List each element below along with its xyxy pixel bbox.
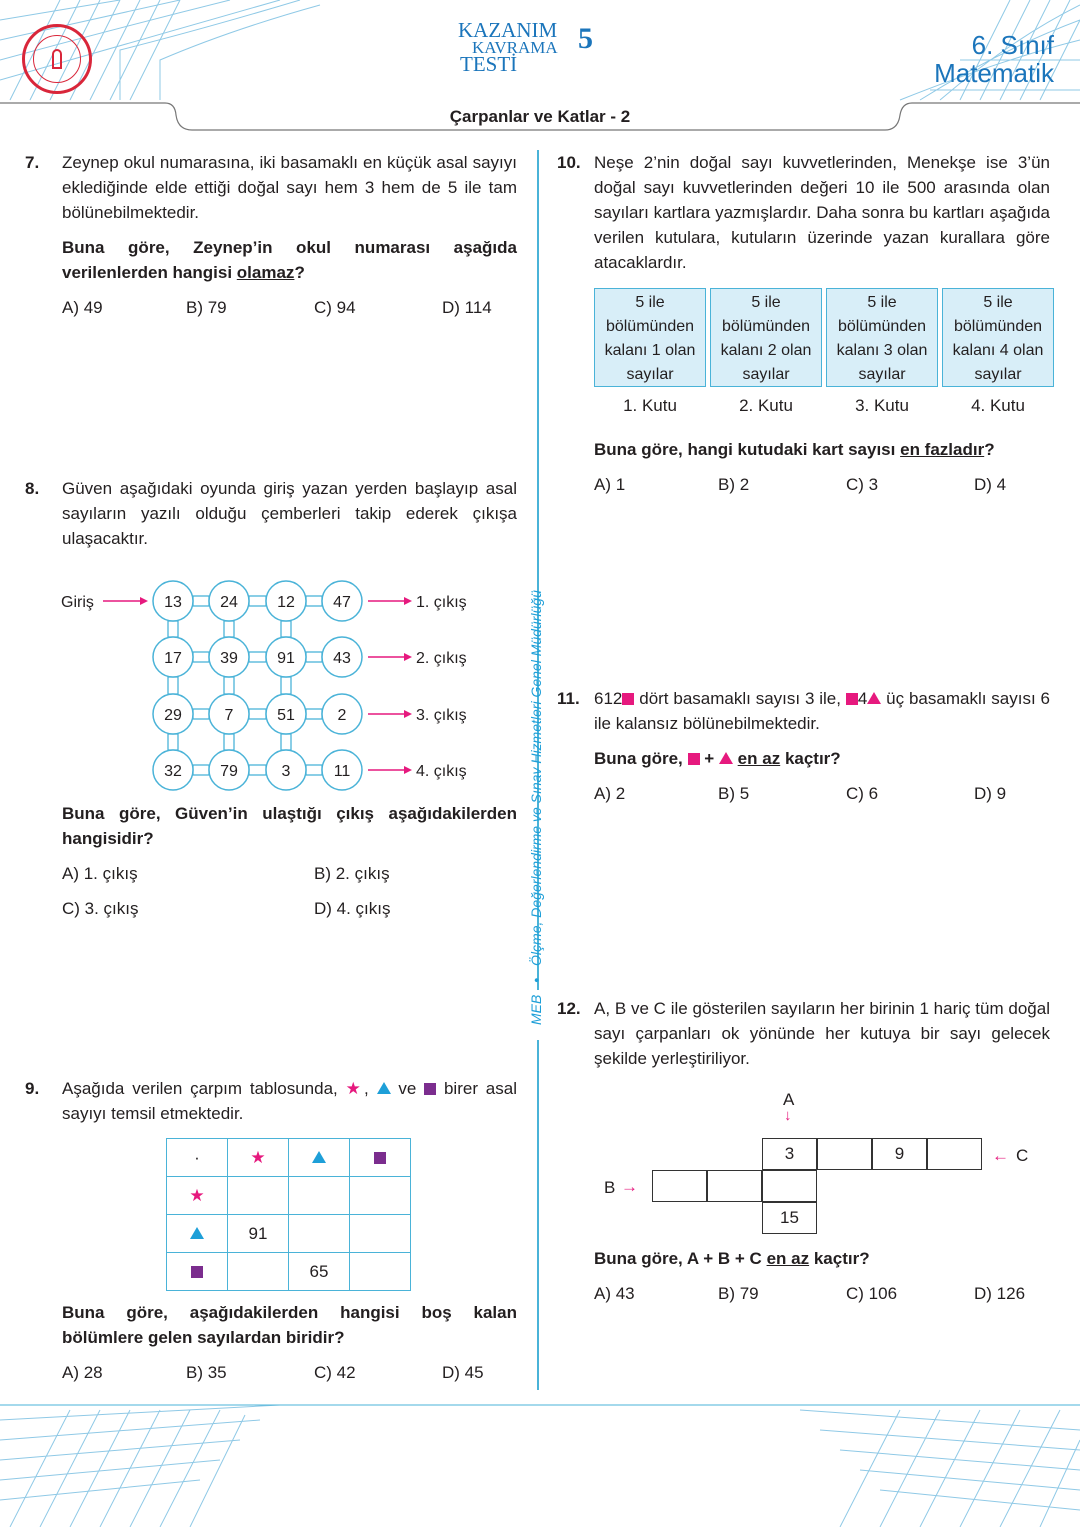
option-c[interactable]: C) 42 <box>314 1363 356 1382</box>
option-a[interactable]: A) 28 <box>62 1363 103 1382</box>
ministry-seal <box>22 24 92 94</box>
question-10: 10. Neşe 2’nin doğal sayı kuvvetlerinden, Menekşe ise 3’ün doğal sayı kuvvetlerinden değeri 10 ile 500 arasında olan sayıları kartlara yazmışlardır. Daha sonra bu kartları aşağıda verilen kutulara, kutuların üzerinde yazan kurallara göre atacaklardır. <box>557 153 1050 272</box>
question-11: 11. 612 dört basamaklı sayısı 3 ile, 4 üç basamaklı sayısı 6 ile kalansız bölünebilmektedir. Buna göre, + en az kaçtır? A) 2 B) 5 C) 6 D) 9 <box>557 686 1050 806</box>
question-9: 9. Aşağıda verilen çarpım tablosunda, ★, ve birer asal sayıyı temsil etmektedir. <box>25 1079 517 1123</box>
footer-decoration <box>0 1400 1080 1527</box>
star-icon: ★ <box>345 1079 364 1098</box>
triangle-icon <box>867 692 881 704</box>
exit-label: 4. çıkış <box>416 763 467 780</box>
option-c[interactable]: C) 3 <box>846 475 879 494</box>
question-8-prompt: Buna göre, Güven’in ulaştığı çıkış aşağıdakilerden hangisidir? A) 1. çıkış B) 2. çıkış C) 3. çıkış D) 4. çıkış <box>25 801 517 921</box>
side-credit: MEB • Ölçme, Değerlendirme ve Sınav Hizmetleri Genel Müdürlüğü <box>528 590 544 1025</box>
circle-number: 47 <box>333 594 351 611</box>
question-10-prompt: Buna göre, hangi kutudaki kart sayısı en fazladır? A) 1 B) 2 C) 3 D) 4 <box>557 437 1050 497</box>
box-label: 1. Kutu <box>623 396 677 415</box>
circle-number: 12 <box>277 594 295 611</box>
circle-number: 24 <box>220 594 238 611</box>
connector <box>306 596 322 606</box>
circle-number: 17 <box>164 650 182 667</box>
triangle-icon <box>167 1215 228 1253</box>
connector <box>306 652 322 662</box>
square-icon <box>846 693 858 705</box>
option-b[interactable]: B) 79 <box>186 298 227 317</box>
connector <box>193 709 209 719</box>
connector <box>306 765 322 775</box>
option-b[interactable]: B) 2 <box>718 475 750 494</box>
box-label: 3. Kutu <box>855 396 909 415</box>
option-b[interactable]: B) 5 <box>718 784 750 803</box>
option-d[interactable]: D) 126 <box>974 1284 1026 1303</box>
column-divider <box>537 1040 539 1390</box>
question-7: 7. Zeynep okul numarasına, iki basamaklı en küçük asal sayıyı eklediğinde elde ettiği doğal sayı hem 3 hem de 5 ile tam bölünebilmektedir. Buna göre, Zeynep’in okul numarası aşağıda verilenlerden hangisi olamaz? A) 49 B) 79 C) 94 D) 114 <box>25 150 517 320</box>
prime-maze <box>0 570 520 800</box>
square-icon <box>688 753 700 765</box>
circle-number: 32 <box>164 763 182 780</box>
circle-number: 29 <box>164 707 182 724</box>
option-c[interactable]: C) 3. çıkış <box>62 899 139 918</box>
option-b[interactable]: B) 79 <box>718 1284 759 1303</box>
connector <box>224 677 234 694</box>
option-a[interactable]: A) 49 <box>62 298 103 317</box>
arrow-down-icon: ↓ <box>784 1107 792 1124</box>
rule-box: 5 ile bölümünden kalanı 1 olan sayılar <box>594 288 706 387</box>
option-a[interactable]: A) 1 <box>594 475 626 494</box>
topic-title: Çarpanlar ve Katlar - 2 <box>449 107 631 126</box>
option-a[interactable]: A) 43 <box>594 1284 635 1303</box>
option-c[interactable]: C) 6 <box>846 784 879 803</box>
circle-number: 91 <box>277 650 295 667</box>
circle-number: 43 <box>333 650 351 667</box>
circle-number: 7 <box>224 707 234 724</box>
circle-number: 79 <box>220 763 238 780</box>
circle-number: 51 <box>277 707 295 724</box>
connector <box>193 596 209 606</box>
exit-label: 2. çıkış <box>416 650 467 667</box>
connector <box>306 709 322 719</box>
square-icon <box>167 1253 228 1291</box>
circle-number: 11 <box>333 763 351 780</box>
rule-box: 5 ile bölümünden kalanı 4 olan sayılar <box>942 288 1054 387</box>
connector <box>168 621 178 637</box>
question-prompt: Buna göre, Zeynep’in okul numarası aşağıda verilenlerden hangisi olamaz? <box>62 238 517 282</box>
multiplication-table: · ★ ★ 91 65 <box>166 1138 411 1291</box>
question-12: 12. A, B ve C ile gösterilen sayıların her birinin 1 hariç tüm doğal sayı çarpanları ok yönünde her kutuya bir sayı gelecek şekilde yerleştiriliyor. <box>557 999 1050 1068</box>
option-d[interactable]: D) 9 <box>974 784 1007 803</box>
option-b[interactable]: B) 2. çıkış <box>314 864 390 883</box>
box-label: 2. Kutu <box>739 396 793 415</box>
option-b[interactable]: B) 35 <box>186 1363 227 1382</box>
square-icon <box>424 1083 436 1095</box>
connector <box>193 652 209 662</box>
option-d[interactable]: D) 114 <box>442 298 492 317</box>
arrow-right-icon: → <box>621 1177 638 1196</box>
connector <box>168 677 178 694</box>
arrow-left-icon: ← <box>992 1146 1009 1165</box>
connector <box>281 677 291 694</box>
option-d[interactable]: D) 4. çıkış <box>314 899 391 918</box>
grade-label: 6. Sınıf <box>971 30 1054 60</box>
triangle-icon <box>719 752 733 764</box>
star-icon: ★ <box>167 1177 228 1215</box>
connector <box>249 709 266 719</box>
circle-number: 2 <box>337 707 347 724</box>
rule-box: 5 ile bölümünden kalanı 3 olan sayılar <box>826 288 938 387</box>
triangle-icon <box>289 1139 350 1177</box>
connector <box>168 734 178 750</box>
square-icon <box>622 693 634 705</box>
option-d[interactable]: D) 4 <box>974 475 1007 494</box>
square-icon <box>350 1139 411 1177</box>
connector <box>193 765 209 775</box>
connector <box>249 765 266 775</box>
exit-label: 3. çıkış <box>416 707 467 724</box>
box-label: 4. Kutu <box>971 396 1025 415</box>
triangle-icon <box>377 1082 391 1094</box>
option-c[interactable]: C) 106 <box>846 1284 898 1303</box>
subject-label: Matematik <box>934 58 1054 88</box>
connector <box>224 734 234 750</box>
connector <box>224 621 234 637</box>
star-icon: ★ <box>228 1139 289 1177</box>
boxes-row <box>594 288 1050 418</box>
option-c[interactable]: C) 94 <box>314 298 356 317</box>
question-9-prompt: Buna göre, aşağıdakilerden hangisi boş kalan bölümlere gelen sayılardan biridir? A) 28 B) 35 C) 42 D) 45 <box>25 1300 517 1385</box>
question-8: 8. Güven aşağıdaki oyunda giriş yazan yerden başlayıp asal sayıların yazılı olduğu çemberleri takip ederek çıkışa ulaşacaktır. <box>25 479 517 548</box>
connector <box>249 596 266 606</box>
question-12-prompt: Buna göre, A + B + C en az kaçtır? A) 43 B) 79 C) 106 D) 126 <box>557 1246 1050 1306</box>
circle-number: 3 <box>281 763 291 780</box>
option-d[interactable]: D) 45 <box>442 1363 484 1382</box>
factor-grid: A ↓ 3 9 ← C B → 15 <box>590 1085 1040 1240</box>
option-a[interactable]: A) 1. çıkış <box>62 864 138 883</box>
connector <box>281 621 291 637</box>
test-logo: KAZANIM KAVRAMA TESTİ <box>458 18 558 76</box>
exit-label: 1. çıkış <box>416 594 467 611</box>
test-number: 5 <box>578 22 593 55</box>
circle-number: 39 <box>220 650 238 667</box>
circle-number: 13 <box>164 594 182 611</box>
entry-label: Giriş <box>61 594 94 611</box>
rule-box: 5 ile bölümünden kalanı 2 olan sayılar <box>710 288 822 387</box>
option-a[interactable]: A) 2 <box>594 784 626 803</box>
connector <box>249 652 266 662</box>
connector <box>281 734 291 750</box>
